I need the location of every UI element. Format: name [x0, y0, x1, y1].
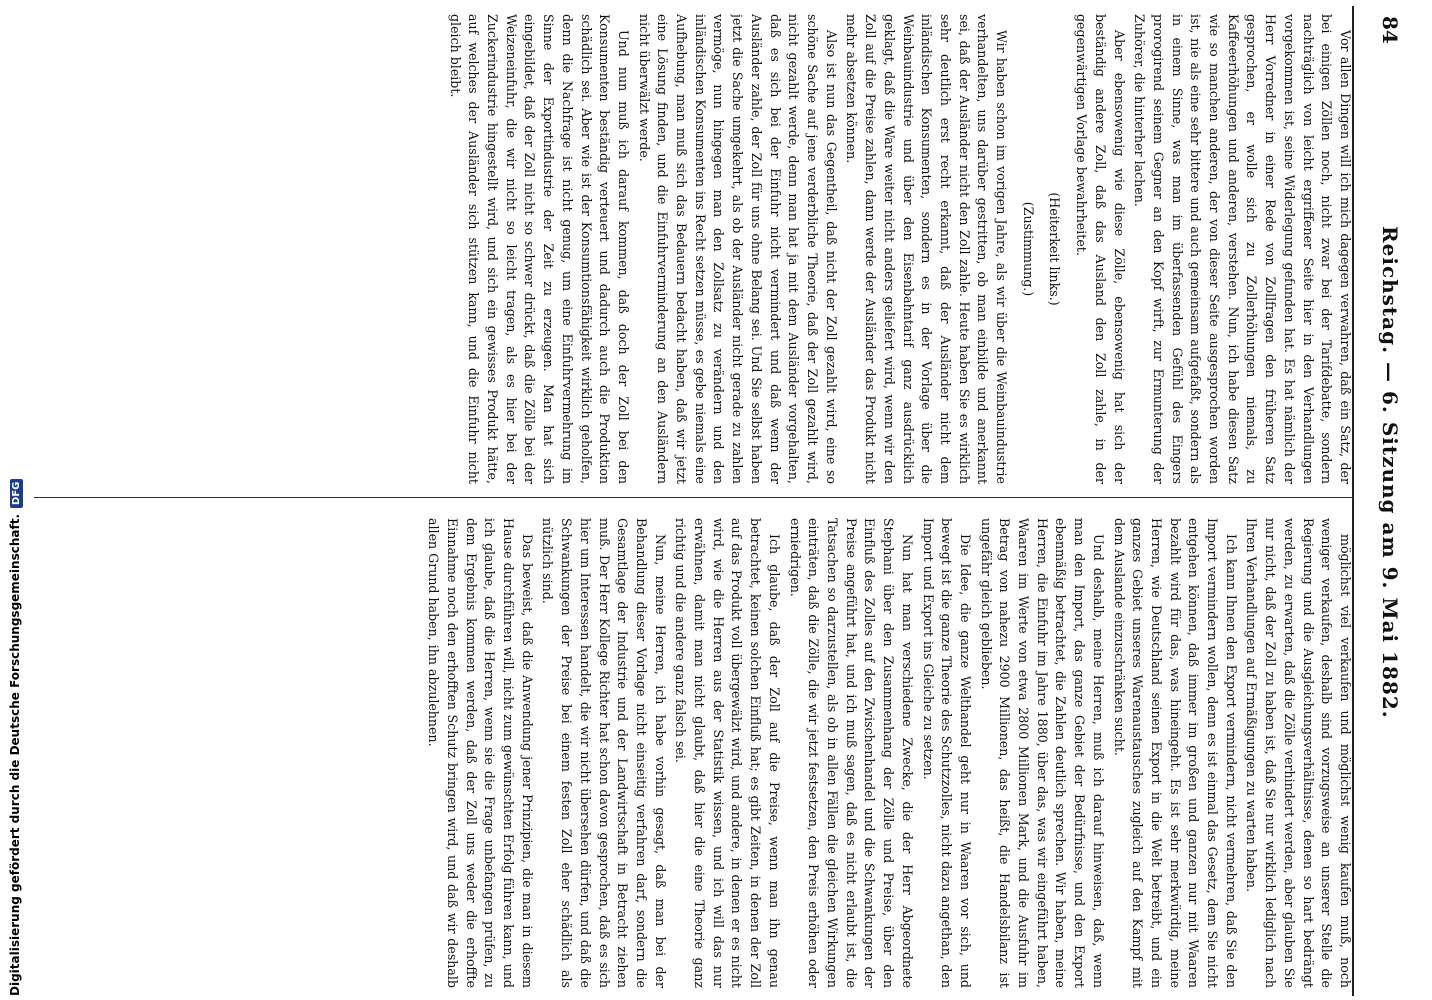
- right-paragraph-2: Ich kann Ihnen den Export vermindern, nicht vermehren, daß Sie den Import vermindern wollen, denn es ist einmal das Gesetz, dem Sie nicht entgehen können, daß immer im großen und ganzen nur mit Waaren bezahlt wird für das, was hineingeht. Es ist sehr merkwürdig, meine Herren, wie Deutschland seinen Export in die Welt betreibt, und ein ganzes Gebiet unseres Warenaustausches zugleich auf den Kampf mit dem Auslande einzuschränken sucht.: [1111, 518, 1239, 988]
- right-paragraph-4: Die Idee, die ganze Welthandel geht nur in Waaren vor sich, und bewegt ist die ganze Theorie des Schutzzolles, nicht dazu angethan, den Import und Export ins Gleiche zu setzen.: [920, 518, 973, 988]
- right-paragraph-1: möglichst viel verkaufen und möglichst wenig kaufen muß, noch weniger verkaufen, deshalb sind vorzugsweise an unserer Stelle die Regierung und die Ausgleichungsverhältnisse, denen so hart bedrängt werden, zu erwarten, daß die Zölle verhindert werden, aber glauben Sie nur nicht, daß der Zoll zu haben ist, daß Sie nur wirklich lediglich nach Ihren Verhandlungen auf Ermäßigungen zu warten haben.: [1244, 518, 1353, 988]
- column-divider: [34, 497, 1354, 498]
- right-paragraph-3: Und deshalb, meine Herren, muß ich darauf hinweisen, daß, wenn man den Import, das ganze Gebiet der Bedürfnisse, und den Export ebenmäßig betrachtet, die Zahlen deutlich sprechen. Wir haben, meine Herren, die Einfuhr im Jahre 1880, über das, was wir eingeführt haben, Waaren im Werte von etwa 2800 Millionen Mark, und die Ausfuhr im Betrag von nahezu 2900 Millionen, das heißt, die Handelsbilanz ist ungefähr gleich geblieben.: [978, 518, 1106, 988]
- right-paragraph-6: Ich glaube, daß der Zoll auf die Preise, wenn man ihn genau betrachtet, keinen solchen Einfluß hat; es gibt Zeiten, in denen der Zoll auf das Produkt voll übergewälzt wird, und andere, in denen er es nicht wird, wie die Herren aus der Statistik wissen, und ich will das nur erwähnen, damit man nicht glaubt, daß hier die eine Theorie ganz richtig und die andere ganz falsch sei.: [673, 518, 782, 988]
- rotated-page: [10, 6, 1420, 996]
- right-paragraph-8: Das beweist, daß die Anwendung jener Prinzipien, die man in diesem Hause durchführen will, nicht zum gewünschten Erfolg führen kann, und ich glaube, daß die Herren, wenn sie die Frage unbefangen prüfen, zu dem Ergebnis kommen werden, daß der Zoll uns weder die erhoffte Einnahme noch den erhofften Schutz bringen wird, und daß wir deshalb allen Grund haben, ihn abzulehnen.: [426, 518, 535, 988]
- interjection-agreement: (Zustimmung.): [1020, 201, 1036, 297]
- right-paragraph-7: Nun, meine Herren, ich habe vorhin gesagt, daß man bei der Behandlung dieser Vorlage nicht einseitig verfahren darf, sondern die Gesamtlage der Industrie und der Landwirtschaft in Betracht ziehen muß. Der Herr Kollege Richter hat schon davon gesprochen, daß es sich hier um Interessen handelt, die wir nicht übersehen dürfen, und daß die Schwankungen der Preise bei einem festen Zoll eher schädlich als nützlich sind.: [540, 518, 668, 988]
- right-column: [34, 518, 1354, 988]
- interjection-laughter: (Heiterkeit links.): [1047, 192, 1063, 306]
- left-paragraph-4: Also ist nun das Gegentheil, daß nicht der Zoll gezahlt wird, eine so schöne Sache auf jene verderbliche Theorie, daß der Zoll gezahlt wird, nicht gezahlt werde, denn man hat ja mit dem Ausländer vorgehalten, daß es sich bei der Einfuhr nicht vermindert und daß wenn der Ausländer zahle, der Zoll für uns ohne Belang sei. Und Sie selbst haben jetzt die Sache umgekehrt, als ob der Ausländer nicht gerade zu zahlen vermöge, nun hingegen man den Zollsatz zu verändern und den inländischen Konsumenten ins Recht setzen müsse, es gebe niemals eine Aufhebung, man muß sich das Bedauern bedacht haben, daß wir jetzt eine Lösung finden, und die Einfuhrverminderung an den Ausländern nicht überwälzt werde.: [636, 14, 839, 484]
- left-paragraph-3: Wir haben schon im vorigen Jahre, als wir über die Weinbauindustrie verhandelten, uns darüber gestritten, ob man einbilde und anerkannt sei, daß der Ausländer nicht den Zoll zahle. Heute haben Sie es wirklich sehr deutlich erst recht erkannt, daß der Ausländer nicht dem inländischen Konsumenten, sondern es in der Vorlage über die Weinbauindustrie und über den Eisenbahntarif ganz ausdrücklich geklagt, daß die Ware weiter nicht anders geliefert wird, wenn wir den Zoll auf die Preise zahlen, dann werde der Ausländer das Produkt nicht mehr absetzen können.: [844, 14, 1010, 484]
- running-head: Reichstag. — 6. Sitzung am 9. Mai 1882.: [1378, 226, 1402, 719]
- left-paragraph-5: Und nun muß ich darauf kommen, daß doch der Zoll bei den Konsumenten beständig verteuert und dadurch auch die Produktion schädlich sei. Aber wie ist der Konsumtionsfähigkeit wirklich geholfen, denn die Nachfrage ist nicht genug, um eine Einfuhrvermehrung im Sinne der Exportindustrie der Zeit zu erzeugen. Man hat sich eingebildet, daß der Zoll nicht so schwer drückt, daß die Zölle bei der Weizeneinfuhr, die wir nicht so leicht tragen, als es hier bei der Zuckerindustrie hingestellt wird, und sich ein gewisses Produkt hätte, auf welches der Ausländer sich stützen kann, und die Einfuhr nicht gleich bleibt.: [447, 14, 631, 484]
- left-column: [34, 14, 1354, 484]
- left-paragraph-1: Vor allen Dingen will ich mich dagegen verwahren, daß ein Satz, der bei einigen Zöllen noch, nicht zwar bei der Tarifdebatte, sondern nachträglich von leicht ergriffener Seite hier in den Verhandlungen vorgekommen ist, seine Widerlegung gefunden hat. Es hat nämlich der Herr Vorredner in einer Rede von Zollfragen den früheren Satz gesprochen, er wolle sich zu Zollerhöhungen niemals, zu Kaffeeerhöhungen und anderen, verstehen. Nun, ich habe diesen Satz wie so manchen anderen, der von dieser Seite ausgesprochen worden ist, nie als eine sehr bittere und auch gemeinsam aufgefaßt, sondern als in einem Sinne, was man im überfassenden Gefühl des Eingers prorogirend seinem Gegner an den Kopf wirft, zur Ermunterung der Zuhörer, die hinterher lachen.: [1132, 14, 1353, 484]
- dfg-logo: DFG: [10, 479, 23, 508]
- digitization-credit: [8, 0, 28, 996]
- right-paragraph-5: Nun hat man verschiedene Zwecke, die der Herr Abgeordnete Stephani über den Zusammenhang der Zölle und Preise, über den Einfluß des Zolles auf den Zwischenhandel und die Schwankungen der Preise angeführt hat, und ich muß sagen, daß es nicht erlaubt ist, die Tatsachen so darzustellen, als ob in allen Fällen die gleichen Wirkungen einträten, daß die Zölle, die wir jetzt festsetzen, den Preis erhöhen oder erniedrigen.: [787, 518, 915, 988]
- page-number: 84: [1378, 16, 1402, 44]
- left-paragraph-2: Aber ebensowenig wie diese Zölle, ebensowenig hat sich der beständig andere Zoll, daß das Ausland den Zoll zahle, in der gegenwärtigen Vorlage bewahrheitet.: [1074, 14, 1127, 484]
- credit-text: Digitalisierung gefördert durch die Deutsche Forschungsgemeinschaft.: [8, 513, 22, 996]
- page-header: [1366, 6, 1406, 996]
